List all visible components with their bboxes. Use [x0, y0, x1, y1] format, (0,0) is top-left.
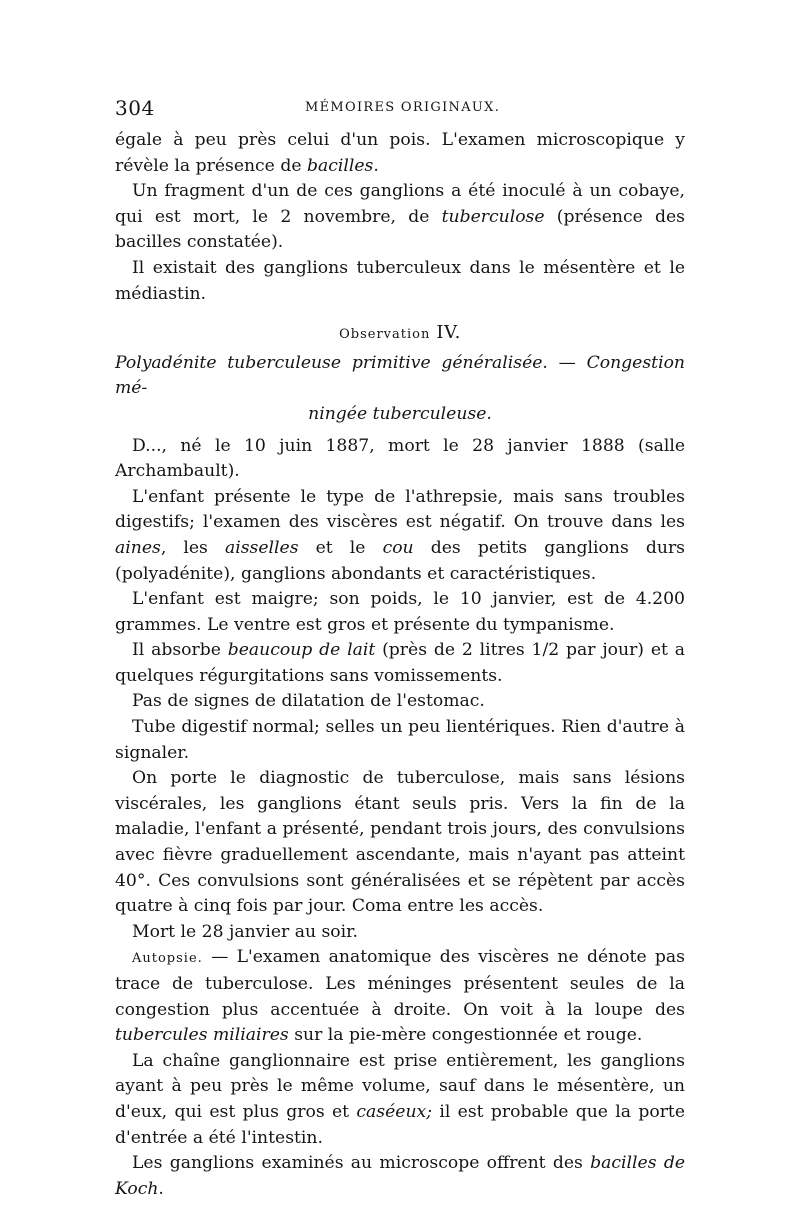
text-run: des petits ganglions durs (polyadénite), ganglions abondants et caractéristiques. [115, 537, 685, 584]
text-run: Il absorbe [132, 640, 228, 661]
paragraph-microscope [115, 1151, 685, 1202]
paragraph-mesentery: Il existait des ganglions tuberculeux dans le mésentère et le médiastin. [115, 257, 685, 304]
text-run: . [158, 1178, 164, 1199]
italic-term: aisselles [224, 537, 299, 558]
text-run: . [373, 155, 379, 176]
paragraph-digestive: Tube digestif normal; selles un peu lientériques. Rien d'autre à signaler. [115, 717, 685, 763]
paragraph-patient: D..., né le 10 juin 1887, mort le 28 janvier 1888 (salle Archambault). [115, 435, 685, 482]
running-title: MÉMOIRES ORIGINAUX. [305, 100, 501, 115]
page-number: 304 [115, 96, 155, 120]
text-run: , les [160, 537, 225, 558]
italic-term: tuberculose [441, 206, 545, 227]
text-run: — L'examen anatomique des viscères ne dénote pas trace de tuberculose. Les méninges présentent seules de la congestion plus accentuée à droite. On voit à la loupe des [115, 947, 685, 1020]
text-run: Les ganglions examinés au microscope offrent des [132, 1153, 591, 1174]
paragraph-stomach: Pas de signes de dilatation de l'estomac. [132, 691, 485, 712]
text-run: égale à peu près celui d'un pois. L'examen microscopique y révèle la présence de [115, 130, 685, 176]
observation-number: IV. [436, 322, 461, 344]
observation-heading [115, 320, 685, 348]
observation-title [115, 351, 685, 428]
text-run: (présence des bacilles constatée). [115, 206, 685, 253]
paragraph-continuation [115, 128, 685, 179]
page-header [115, 96, 685, 124]
text-run: Un fragment d'un de ces ganglions a été inoculé à un cobaye, qui est mort, le 2 novembre, de [115, 181, 685, 227]
autopsy-label: Autopsie. [132, 951, 203, 967]
italic-term: tubercules miliaires [115, 1025, 289, 1046]
italic-term: bacilles [306, 155, 374, 176]
body-text [115, 128, 685, 1202]
italic-term: caséeux; [356, 1101, 433, 1122]
paragraph-death: Mort le 28 janvier au soir. [132, 921, 358, 942]
text-run: et le [298, 537, 383, 558]
italic-term: aines [115, 537, 161, 558]
paragraph-milk [115, 638, 685, 689]
paragraph-autopsy [115, 945, 685, 1048]
paragraph-athrepsie [115, 485, 685, 587]
paragraph-inoculation [115, 179, 685, 256]
text-run: sur la pie-mère congestionnée et rouge. [288, 1025, 643, 1046]
paragraph-weight: L'enfant est maigre; son poids, le 10 janvier, est de 4.200 grammes. Le ventre est gros et présente du tympanisme. [115, 589, 685, 635]
text-run: La chaîne ganglionnaire est prise entièrement, les ganglions ayant à peu près le même volume, sauf dans le mésentère, un d'eux, qui est plus gros et [115, 1050, 685, 1122]
italic-term: bacilles de Koch [115, 1153, 685, 1199]
observation-title-line-1: Polyadénite tuberculeuse primitive généralisée. — Congestion mé- [115, 352, 685, 399]
observation-title-line-2: ningée tuberculeuse. [308, 403, 492, 424]
italic-term: beaucoup de lait [227, 640, 376, 661]
paragraph-diagnosis: On porte le diagnostic de tuberculose, mais sans lésions viscérales, les ganglions étant seuls pris. Vers la fin de la maladie, l'enfant a présenté, pendant trois jours, des convulsions avec fièvre graduellement ascendante, mais n'ayant pas atteint 40°. Ces convulsions sont généralisées et se répètent par accès quatre à cinq fois par jour. Coma entre les accès. [115, 768, 685, 917]
italic-term: cou [382, 537, 414, 558]
text-run: L'enfant présente le type de l'athrepsie, mais sans troubles digestifs; l'examen des viscères est négatif. On trouve dans les [115, 486, 685, 533]
observation-label: Observation [339, 327, 431, 343]
text-run: (près de 2 litres 1/2 par jour) et a quelques régurgitations sans vomissements. [115, 640, 685, 686]
paragraph-ganglia-chain [115, 1049, 685, 1151]
text-run: il est probable que la porte d'entrée a été l'intestin. [115, 1101, 685, 1148]
